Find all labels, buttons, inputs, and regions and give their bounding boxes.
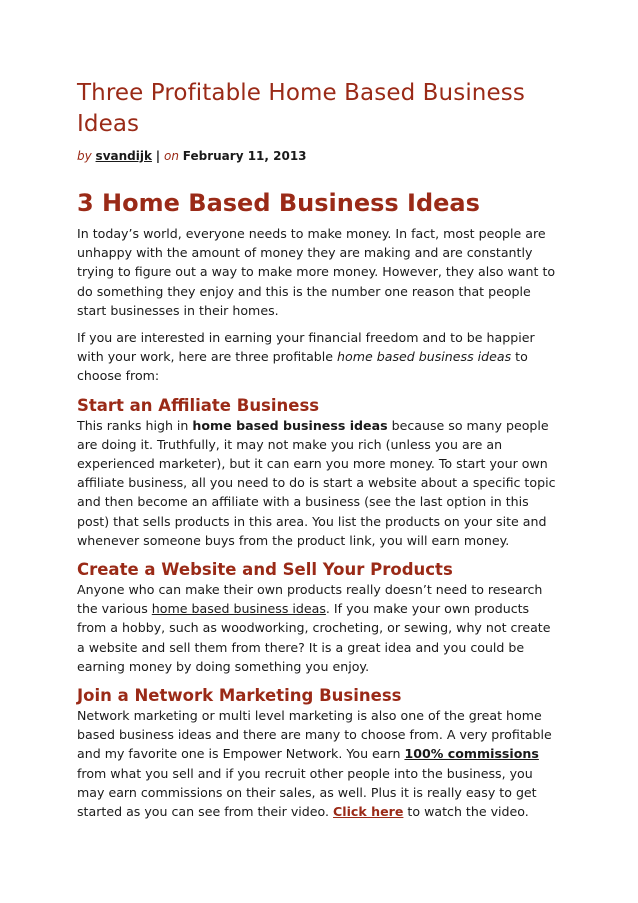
network-text-c: to watch the video. [403, 804, 529, 820]
website-text-a: Anyone who can make their own products really doesn’t need to research the various [77, 582, 543, 617]
section-paragraph-network [77, 706, 557, 821]
network-text-b: from what you sell and if you recruit other people into the business, you may earn commissions on their sales, as well. Plus it is really easy to get started as you can see from their video. [77, 765, 537, 820]
author-link[interactable]: svandijk [95, 149, 152, 163]
commissions-link[interactable]: 100% commissions [404, 746, 539, 762]
intro-paragraph-2 [77, 328, 557, 386]
website-text-b: . If you make your own products from a hobby, such as woodworking, crocheting, or sewing, why not create a website and sell them from there? It is a great idea and you could be earning money by doing something you enjoy. [77, 601, 551, 674]
byline [77, 149, 557, 163]
byline-separator: | [155, 149, 161, 163]
article [77, 78, 557, 821]
intro-paragraph-1: In today’s world, everyone needs to make money. In fact, most people are unhappy with the amount of money they are making and are constantly trying to figure out a way to make more money. However, they also want to do something they enjoy and this is the number one reason that people start businesses in their homes. [77, 226, 556, 318]
affiliate-text-b: because so many people are doing it. Truthfully, it may not make you rich (unless you are an experienced marketer), but it can earn you more money. To start your own affiliate business, all you need to do is start a website about a specific topic and then become an affiliate with a business (see the last option in this post) that sells products in this area. You list the products on your site and whenever someone buys from the product link, you will earn money. [77, 417, 556, 548]
byline-on: on [164, 149, 179, 163]
section-heading-affiliate: Start an Affiliate Business [77, 395, 320, 415]
click-here-link[interactable]: Click here [333, 804, 404, 820]
section-paragraph-website [77, 580, 557, 676]
affiliate-text-a: This ranks high in [77, 417, 193, 433]
page-title: Three Profitable Home Based Business Ideas [77, 80, 525, 137]
affiliate-bold-keyword: home based business ideas [192, 417, 388, 433]
intro-emphasis: home based business ideas [337, 349, 512, 365]
intro-text-b: to choose from: [77, 349, 528, 384]
post-date: February 11, 2013 [182, 149, 307, 163]
intro-text-a: If you are interested in earning your financial freedom and to be happier with your work, here are three profitable [77, 330, 535, 365]
article-heading: 3 Home Based Business Ideas [77, 189, 480, 217]
home-business-ideas-link[interactable]: home based business ideas [151, 601, 326, 617]
byline-by: by [77, 149, 92, 163]
section-heading-website: Create a Website and Sell Your Products [77, 560, 453, 580]
network-text-a: Network marketing or multi level marketing is also one of the great home based business ideas and there are many to choose from. A very profitable and my favorite one is Empower Network. You earn [77, 708, 552, 762]
section-heading-network: Join a Network Marketing Business [77, 686, 402, 706]
section-paragraph-affiliate [77, 416, 557, 550]
